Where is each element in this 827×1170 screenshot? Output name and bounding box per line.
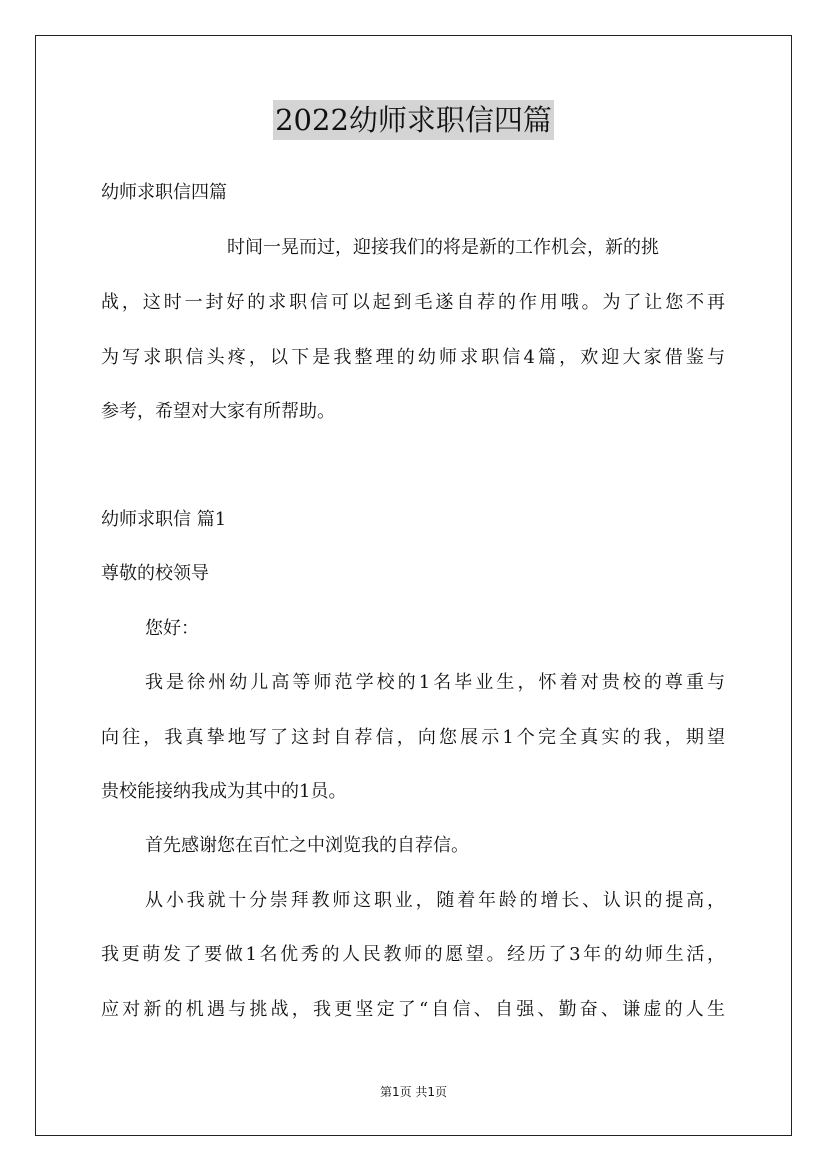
body-line-3: 贵校能接纳我成为其中的1员。 (101, 781, 347, 802)
section-heading: 幼师求职信 篇1 (101, 509, 227, 530)
document-subtitle: 幼师求职信四篇 (101, 182, 227, 203)
intro-line-2: 战，这时一封好的求职信可以起到毛遂自荐的作用哦。为了让您不再 (101, 292, 725, 313)
body-line-2: 向往，我真挚地写了这封自荐信，向您展示1个完全真实的我，期望 (101, 727, 725, 748)
intro-line-1: 时间一晃而过，迎接我们的将是新的工作机会，新的挑 (227, 237, 659, 258)
body-line-1: 我是徐州幼儿高等师范学校的1名毕业生，怀着对贵校的尊重与 (145, 672, 725, 693)
title-container (0, 100, 827, 140)
intro-line-3: 为写求职信头疼，以下是我整理的幼师求职信4篇，欢迎大家借鉴与 (101, 347, 725, 368)
body-line-4: 首先感谢您在百忙之中浏览我的自荐信。 (145, 835, 469, 856)
body-line-6: 我更萌发了要做1名优秀的人民教师的愿望。经历了3年的幼师生活， (101, 944, 725, 965)
salutation: 尊敬的校领导 (101, 563, 209, 584)
body-line-7: 应对新的机遇与挑战，我更坚定了“自信、自强、勤奋、谦虚的人生 (101, 999, 725, 1020)
intro-line-4: 参考，希望对大家有所帮助。 (101, 401, 335, 422)
page-footer: 第1页 共1页 (379, 1085, 448, 1099)
greeting: 您好： (145, 618, 199, 639)
body-line-5: 从小我就十分崇拜教师这职业，随着年龄的增长、认识的提高， (145, 890, 725, 911)
document-title: 2022幼师求职信四篇 (273, 100, 554, 140)
